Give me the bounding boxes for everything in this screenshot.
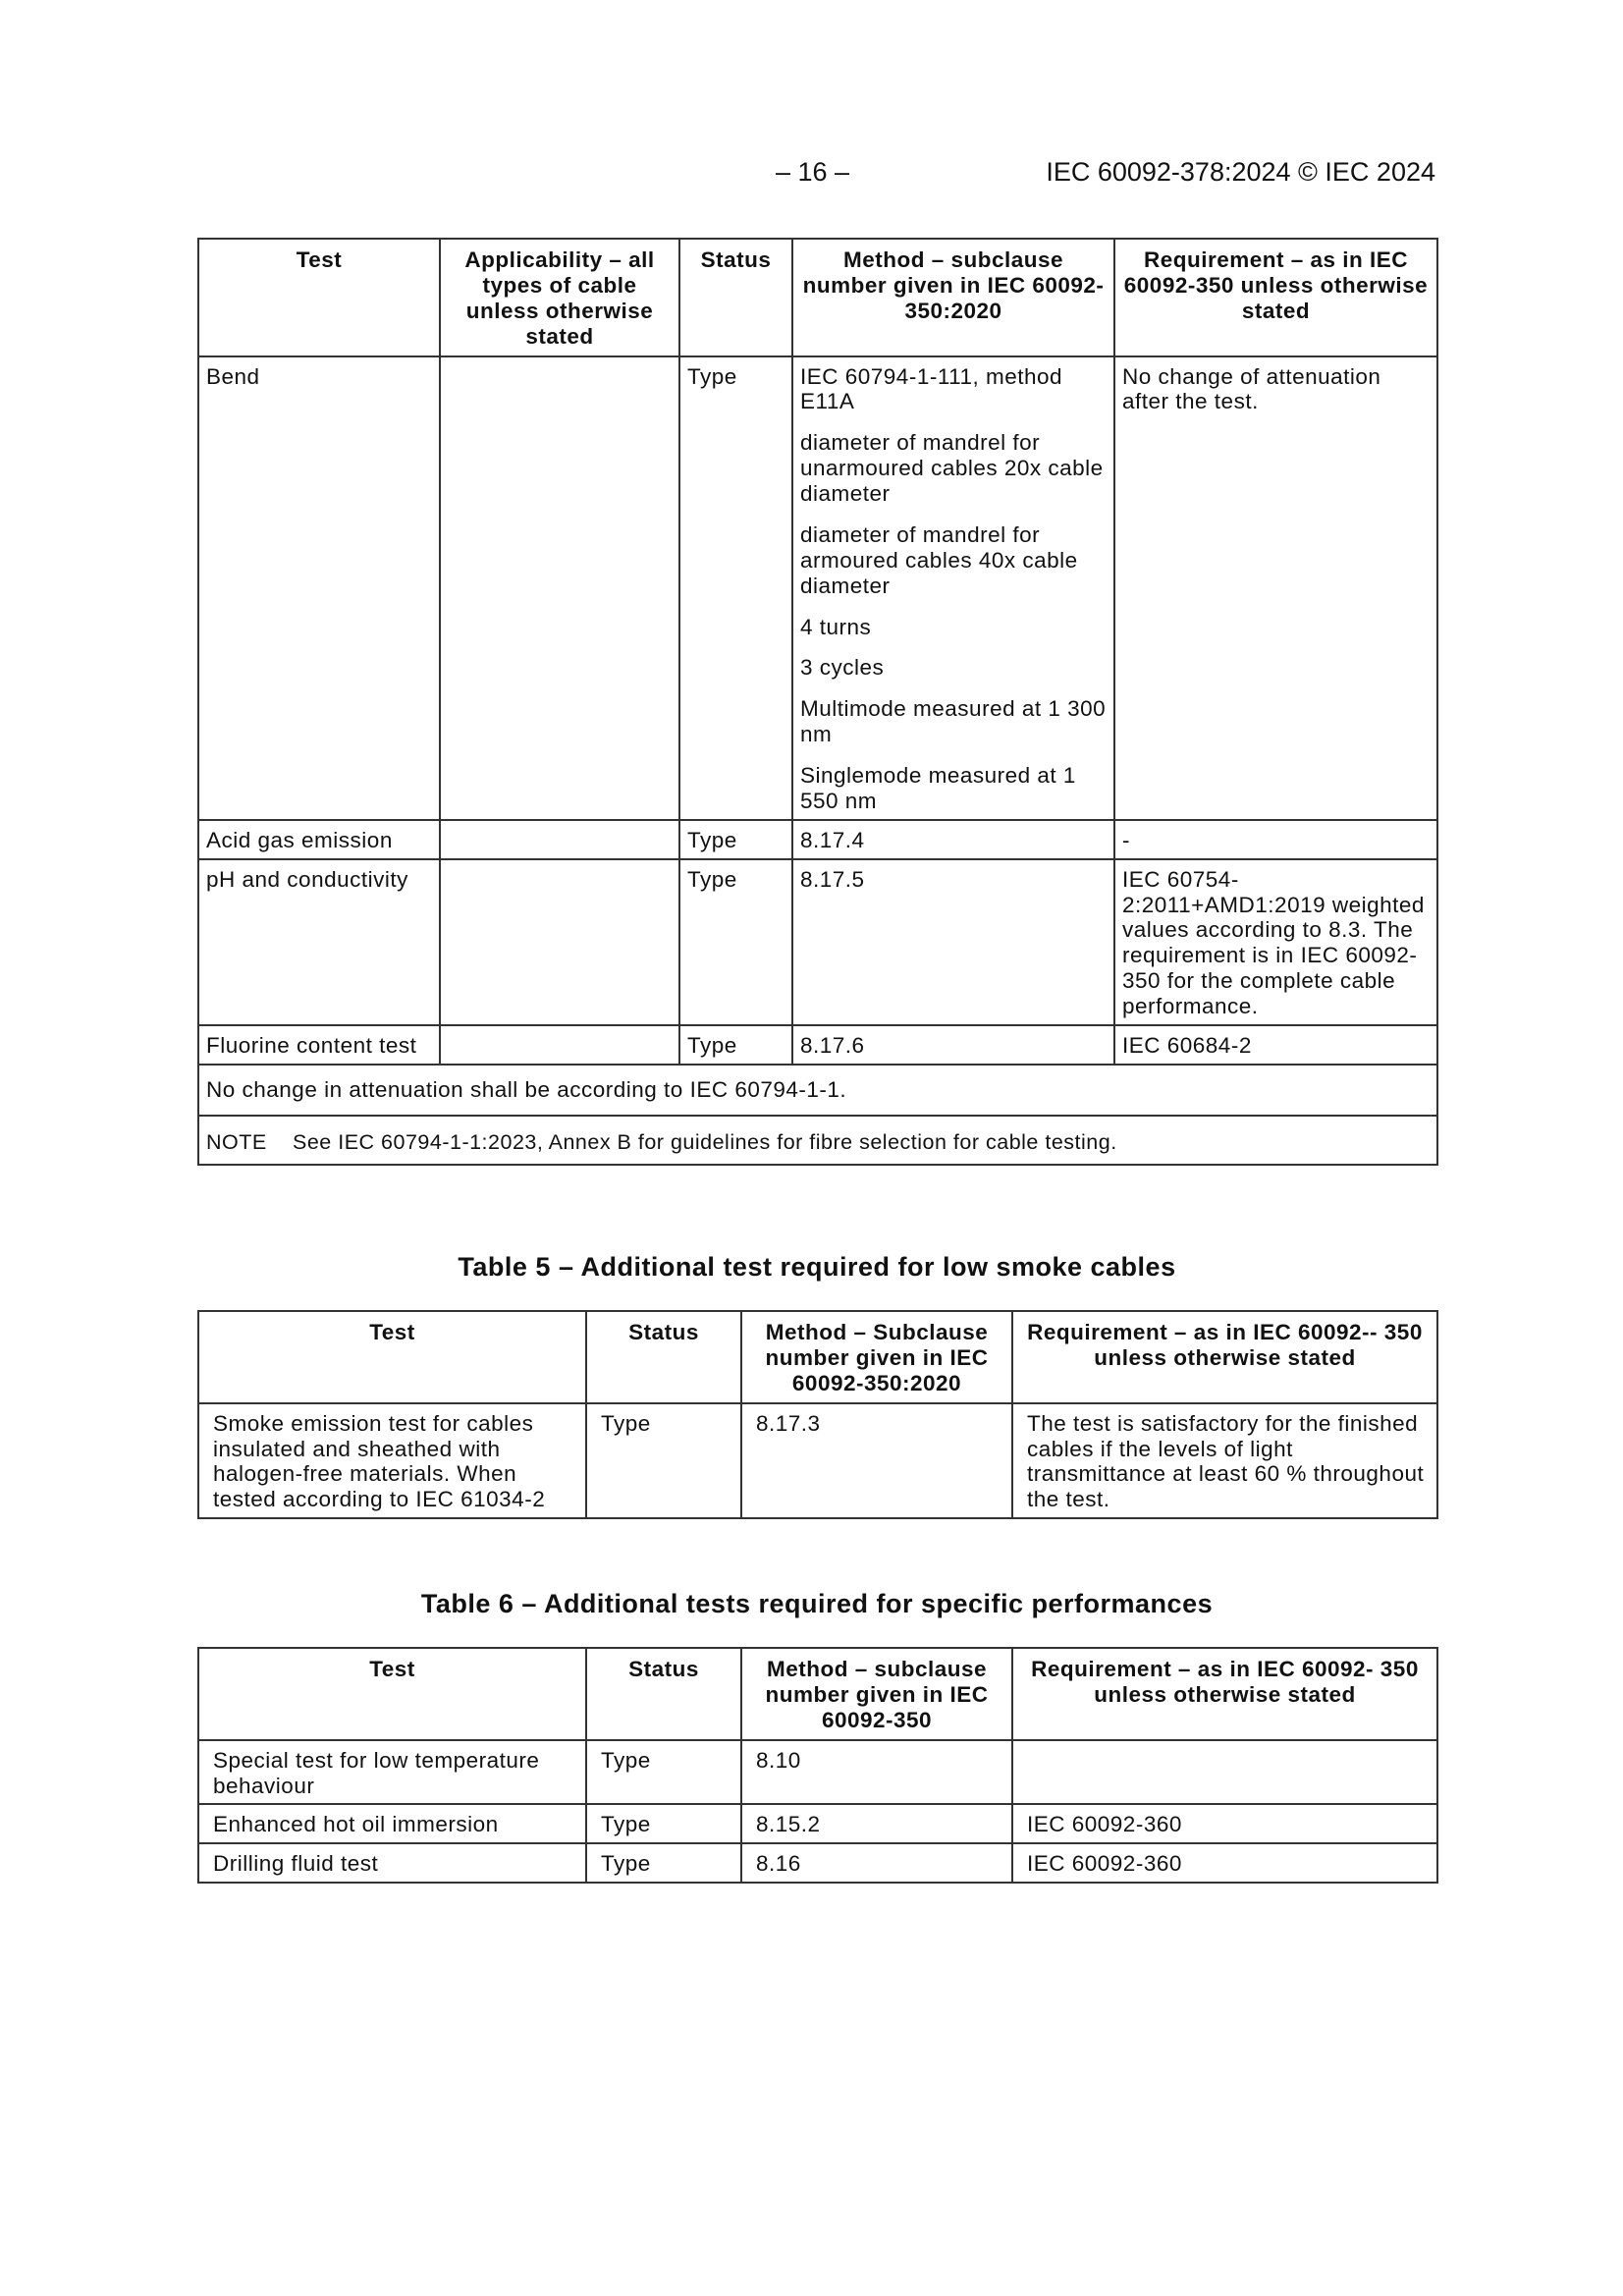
table-row <box>198 859 1437 1025</box>
cell-status: Type <box>586 1403 741 1519</box>
cell-status: Type <box>679 859 792 1025</box>
table-header-row <box>198 1648 1437 1740</box>
cell-test: Bend <box>198 356 440 820</box>
note-label: NOTE <box>206 1129 267 1154</box>
cell-test: Fluorine content test <box>198 1025 440 1065</box>
column-header-requirement: Requirement – as in IEC 60092-- 350 unless otherwise stated <box>1012 1311 1437 1403</box>
table-header-row <box>198 239 1437 356</box>
method-line: Multimode measured at 1 300 nm <box>800 696 1107 747</box>
cell-requirement: The test is satisfactory for the finished cables if the levels of light transmittance at least 60 % throughout the test. <box>1012 1403 1437 1519</box>
cell-method <box>792 356 1114 820</box>
column-header-status: Status <box>679 239 792 356</box>
cell-test: Enhanced hot oil immersion <box>198 1804 586 1843</box>
cell-status: Type <box>679 356 792 820</box>
document-reference: IEC 60092-378:2024 © IEC 2024 <box>1046 157 1435 187</box>
cell-requirement: IEC 60684-2 <box>1114 1025 1437 1065</box>
cell-requirement: IEC 60092-360 <box>1012 1804 1437 1843</box>
cell-method: 8.15.2 <box>741 1804 1012 1843</box>
table-row <box>198 1025 1437 1065</box>
column-header-requirement: Requirement – as in IEC 60092-350 unless otherwise stated <box>1114 239 1437 356</box>
column-header-method: Method – Subclause number given in IEC 60092-350:2020 <box>741 1311 1012 1403</box>
cell-requirement: IEC 60754-2:2011+AMD1:2019 weighted values according to 8.3. The requirement is in IEC 60092-350 for the complete cable performance. <box>1114 859 1437 1025</box>
method-line: Singlemode measured at 1 550 nm <box>800 763 1076 813</box>
column-header-requirement: Requirement – as in IEC 60092- 350 unless otherwise stated <box>1012 1648 1437 1740</box>
cell-test: Smoke emission test for cables insulated and sheathed with halogen-free materials. When tested according to IEC 61034-2 <box>198 1403 586 1519</box>
cell-requirement: - <box>1114 820 1437 859</box>
cell-method: 8.16 <box>741 1843 1012 1883</box>
column-header-test: Test <box>198 1311 586 1403</box>
column-header-test: Test <box>198 1648 586 1740</box>
table-note-row <box>198 1116 1437 1166</box>
cell-method: 8.17.4 <box>792 820 1114 859</box>
table-header-row <box>198 1311 1437 1403</box>
table6 <box>197 1647 1438 1884</box>
cell-method: 8.17.5 <box>792 859 1114 1025</box>
cell-applicability <box>440 356 679 820</box>
table-row <box>198 1403 1437 1519</box>
cell-requirement <box>1012 1740 1437 1805</box>
method-line: 4 turns <box>800 614 872 639</box>
column-header-status: Status <box>586 1311 741 1403</box>
table-row <box>198 1804 1437 1843</box>
table-footnote: No change in attenuation shall be according to IEC 60794-1-1. <box>198 1065 1437 1116</box>
table-row <box>198 820 1437 859</box>
cell-status: Type <box>679 1025 792 1065</box>
table-row <box>198 356 1437 820</box>
cell-status: Type <box>679 820 792 859</box>
cell-method: 8.10 <box>741 1740 1012 1805</box>
table5 <box>197 1310 1438 1519</box>
column-header-test: Test <box>198 239 440 356</box>
cell-method: 8.17.6 <box>792 1025 1114 1065</box>
cell-status: Type <box>586 1804 741 1843</box>
requirements-table-continued <box>197 238 1438 1166</box>
column-header-applicability: Applicability – all types of cable unless otherwise stated <box>440 239 679 356</box>
page-header <box>196 157 1435 196</box>
cell-status: Type <box>586 1740 741 1805</box>
cell-test: pH and conductivity <box>198 859 440 1025</box>
cell-status: Type <box>586 1843 741 1883</box>
table-row <box>198 1740 1437 1805</box>
cell-test: Acid gas emission <box>198 820 440 859</box>
cell-requirement: No change of attenuation after the test. <box>1114 356 1437 820</box>
column-header-status: Status <box>586 1648 741 1740</box>
cell-applicability <box>440 1025 679 1065</box>
page-number: – 16 – <box>776 157 850 187</box>
cell-method: 8.17.3 <box>741 1403 1012 1519</box>
table6-caption: Table 6 – Additional tests required for specific performances <box>420 1589 1214 1618</box>
method-line: diameter of mandrel for armoured cables 40x cable diameter <box>800 521 1078 598</box>
cell-applicability <box>440 820 679 859</box>
column-header-method: Method – subclause number given in IEC 60092-350 <box>741 1648 1012 1740</box>
cell-test: Drilling fluid test <box>198 1843 586 1883</box>
method-line: 3 cycles <box>800 655 885 681</box>
cell-test: Special test for low temperature behaviour <box>198 1740 586 1805</box>
method-line: IEC 60794-1-111, method E11A <box>800 363 1063 414</box>
table-note <box>198 1116 1437 1166</box>
table-footnote-row <box>198 1065 1437 1116</box>
column-header-method: Method – subclause number given in IEC 60092-350:2020 <box>792 239 1114 356</box>
table5-caption: Table 5 – Additional test required for low smoke cables <box>458 1252 1176 1282</box>
note-text: See IEC 60794-1-1:2023, Annex B for guidelines for fibre selection for cable testing. <box>293 1129 1117 1154</box>
method-line: diameter of mandrel for unarmoured cables 20x cable diameter <box>800 430 1104 506</box>
cell-requirement: IEC 60092-360 <box>1012 1843 1437 1883</box>
cell-applicability <box>440 859 679 1025</box>
table-row <box>198 1843 1437 1883</box>
